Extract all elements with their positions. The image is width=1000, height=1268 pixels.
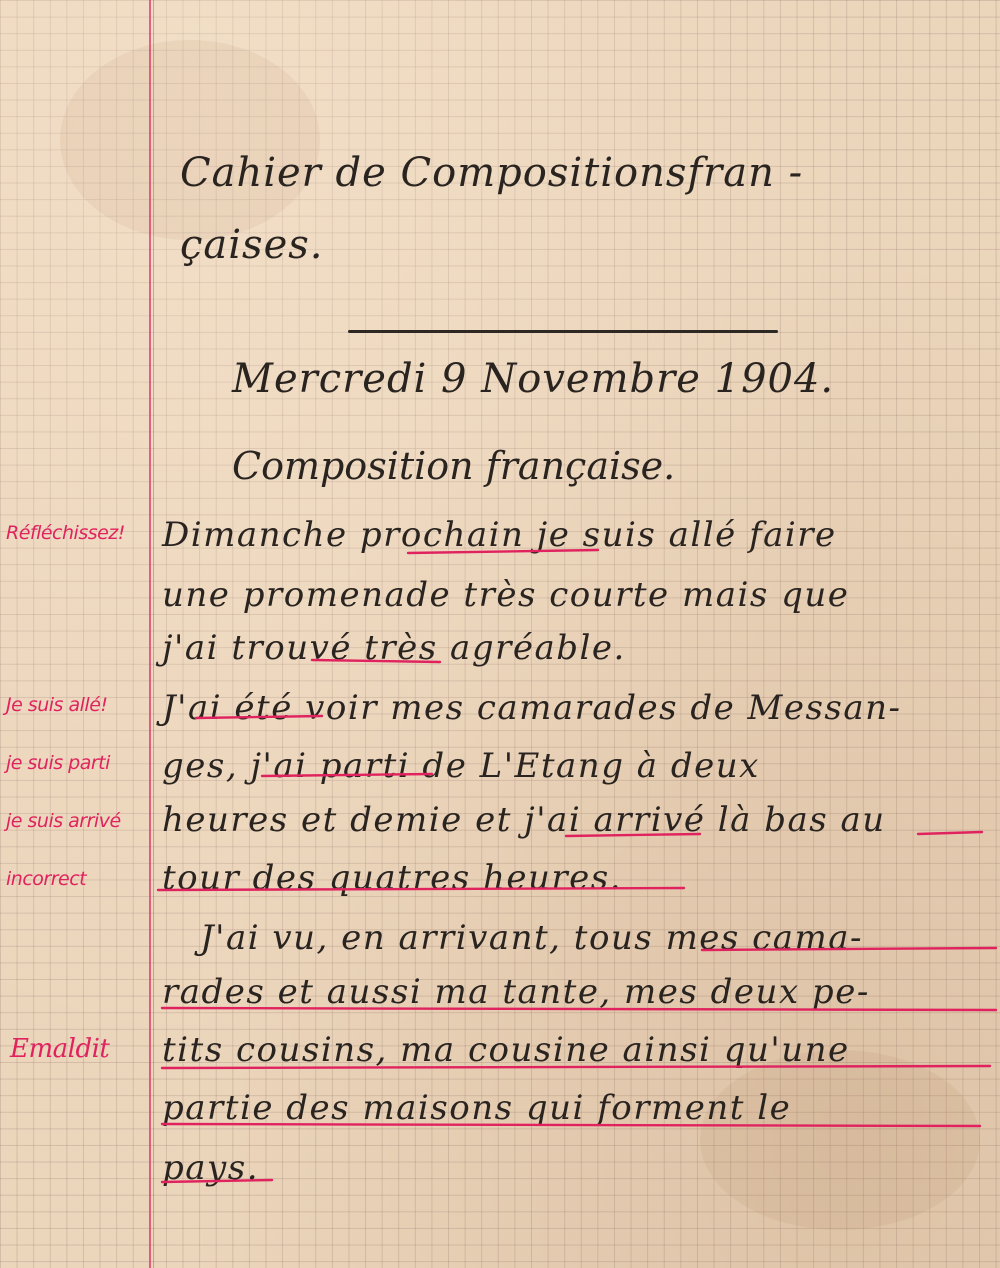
paper-stain (60, 40, 320, 240)
body-line-3: j'ai trouvé très agréable. (162, 628, 626, 668)
title-divider (348, 330, 778, 333)
body-line-10: tits cousins, ma cousine ainsi qu'une (162, 1030, 850, 1070)
body-line-2: une promenade très courte mais que (162, 575, 850, 615)
margin-note-reflechissez: Réfléchissez! (6, 522, 125, 544)
underline-au (918, 832, 982, 834)
composition-heading: Composition française. (232, 444, 676, 488)
title-line-1: Cahier de Compositionsfran - (180, 150, 804, 196)
body-line-5: ges, j'ai parti de L'Etang à deux (162, 746, 760, 786)
margin-line (149, 0, 151, 1268)
body-line-4: J'ai été voir mes camarades de Messan- (162, 688, 902, 728)
body-line-1: Dimanche prochain je suis allé faire (162, 515, 837, 555)
body-line-12: pays. (162, 1148, 259, 1188)
title-line-2: çaises. (180, 222, 324, 268)
margin-note-je-suis-arrive: je suis arrivé (6, 810, 121, 832)
margin-line-inner (153, 0, 154, 1268)
margin-note-incorrect: incorrect (6, 868, 87, 890)
margin-note-emaldit: Emaldit (10, 1034, 110, 1064)
body-line-8: J'ai vu, en arrivant, tous mes cama- (200, 918, 863, 958)
body-line-9: rades et aussi ma tante, mes deux pe- (162, 972, 870, 1012)
body-line-11: partie des maisons qui forment le (162, 1088, 792, 1128)
paper-stain (700, 1050, 980, 1230)
margin-note-je-suis-alle: Je suis allé! (6, 694, 108, 716)
date-line: Mercredi 9 Novembre 1904. (232, 356, 835, 402)
body-line-7: tour des quatres heures. (162, 858, 623, 898)
body-line-6: heures et demie et j'ai arrivé là bas au (162, 800, 886, 840)
margin-note-je-suis-parti: je suis parti (6, 752, 110, 774)
